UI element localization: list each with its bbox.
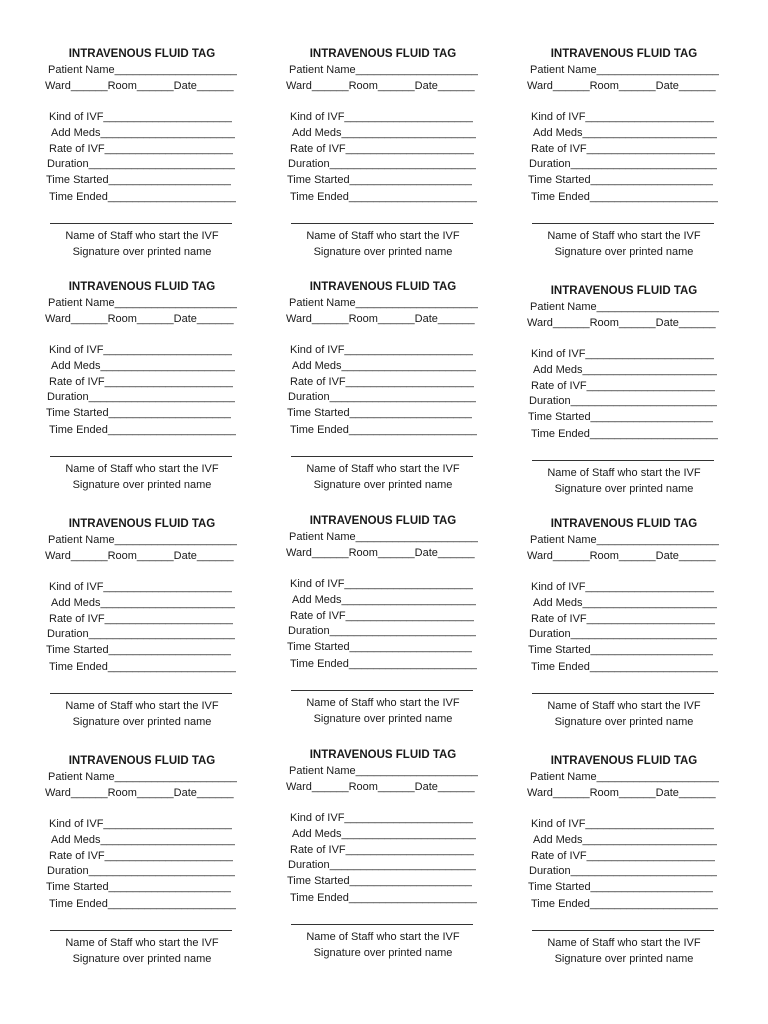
patient-name-field: Patient Name____________________ bbox=[289, 64, 478, 76]
signature-caption: Signature over printed name bbox=[72, 479, 212, 491]
staff-name-caption: Name of Staff who start the IVF bbox=[306, 931, 460, 943]
time-ended-field: Time Ended_____________________ bbox=[290, 191, 478, 203]
rate-of-ivf-field: Rate of IVF_____________________ bbox=[531, 850, 716, 862]
add-meds-field: Add Meds______________________ bbox=[533, 127, 718, 139]
ward-room-date-field: Ward______Room______Date______ bbox=[286, 313, 475, 325]
time-started-field: Time Started____________________ bbox=[528, 881, 713, 893]
tag-title: INTRAVENOUS FLUID TAG bbox=[68, 518, 216, 530]
tag-title: INTRAVENOUS FLUID TAG bbox=[68, 48, 216, 60]
add-meds-field: Add Meds______________________ bbox=[533, 597, 718, 609]
rate-of-ivf-field: Rate of IVF_____________________ bbox=[49, 613, 234, 625]
add-meds-field: Add Meds______________________ bbox=[51, 597, 236, 609]
signature-caption: Signature over printed name bbox=[72, 953, 212, 965]
iv-fluid-tag bbox=[42, 279, 242, 507]
tag-title: INTRAVENOUS FLUID TAG bbox=[309, 281, 457, 293]
time-started-field: Time Started____________________ bbox=[46, 174, 231, 186]
kind-of-ivf-field: Kind of IVF_____________________ bbox=[49, 111, 232, 123]
patient-name-field: Patient Name____________________ bbox=[289, 531, 478, 543]
patient-name-field: Patient Name____________________ bbox=[530, 64, 719, 76]
signature-caption: Signature over printed name bbox=[313, 246, 453, 258]
tag-title: INTRAVENOUS FLUID TAG bbox=[550, 48, 698, 60]
time-started-field: Time Started____________________ bbox=[287, 174, 472, 186]
ward-room-date-field: Ward______Room______Date______ bbox=[286, 80, 475, 92]
staff-name-caption: Name of Staff who start the IVF bbox=[547, 467, 701, 479]
iv-fluid-tag bbox=[283, 747, 483, 975]
time-ended-field: Time Ended_____________________ bbox=[531, 191, 719, 203]
add-meds-field: Add Meds______________________ bbox=[51, 127, 236, 139]
time-started-field: Time Started____________________ bbox=[287, 875, 472, 887]
signature-line bbox=[50, 456, 232, 457]
ward-room-date-field: Ward______Room______Date______ bbox=[527, 80, 716, 92]
staff-name-caption: Name of Staff who start the IVF bbox=[65, 463, 219, 475]
time-ended-field: Time Ended_____________________ bbox=[49, 191, 237, 203]
signature-caption: Signature over printed name bbox=[72, 716, 212, 728]
patient-name-field: Patient Name____________________ bbox=[530, 534, 719, 546]
signature-caption: Signature over printed name bbox=[313, 947, 453, 959]
signature-caption: Signature over printed name bbox=[313, 713, 453, 725]
signature-caption: Signature over printed name bbox=[554, 246, 694, 258]
add-meds-field: Add Meds______________________ bbox=[51, 360, 236, 372]
signature-caption: Signature over printed name bbox=[554, 953, 694, 965]
iv-fluid-tag bbox=[524, 46, 724, 274]
time-started-field: Time Started____________________ bbox=[528, 411, 713, 423]
time-started-field: Time Started____________________ bbox=[46, 407, 231, 419]
iv-fluid-tag bbox=[524, 753, 724, 981]
duration-field: Duration________________________ bbox=[47, 391, 236, 403]
kind-of-ivf-field: Kind of IVF_____________________ bbox=[290, 344, 473, 356]
duration-field: Duration________________________ bbox=[288, 158, 477, 170]
rate-of-ivf-field: Rate of IVF_____________________ bbox=[49, 850, 234, 862]
tag-title: INTRAVENOUS FLUID TAG bbox=[550, 518, 698, 530]
time-ended-field: Time Ended_____________________ bbox=[49, 898, 237, 910]
signature-line bbox=[50, 930, 232, 931]
iv-fluid-tag bbox=[42, 753, 242, 981]
tag-title: INTRAVENOUS FLUID TAG bbox=[309, 515, 457, 527]
rate-of-ivf-field: Rate of IVF_____________________ bbox=[531, 613, 716, 625]
staff-name-caption: Name of Staff who start the IVF bbox=[547, 230, 701, 242]
kind-of-ivf-field: Kind of IVF_____________________ bbox=[531, 111, 714, 123]
signature-line bbox=[291, 690, 473, 691]
kind-of-ivf-field: Kind of IVF_____________________ bbox=[531, 581, 714, 593]
patient-name-field: Patient Name____________________ bbox=[289, 297, 478, 309]
kind-of-ivf-field: Kind of IVF_____________________ bbox=[290, 578, 473, 590]
duration-field: Duration________________________ bbox=[288, 625, 477, 637]
signature-caption: Signature over printed name bbox=[72, 246, 212, 258]
kind-of-ivf-field: Kind of IVF_____________________ bbox=[531, 818, 714, 830]
signature-line bbox=[291, 456, 473, 457]
duration-field: Duration________________________ bbox=[47, 628, 236, 640]
add-meds-field: Add Meds______________________ bbox=[292, 127, 477, 139]
tag-title: INTRAVENOUS FLUID TAG bbox=[68, 281, 216, 293]
ward-room-date-field: Ward______Room______Date______ bbox=[45, 787, 234, 799]
patient-name-field: Patient Name____________________ bbox=[530, 301, 719, 313]
rate-of-ivf-field: Rate of IVF_____________________ bbox=[290, 143, 475, 155]
signature-caption: Signature over printed name bbox=[313, 479, 453, 491]
kind-of-ivf-field: Kind of IVF_____________________ bbox=[49, 344, 232, 356]
iv-fluid-tag bbox=[42, 46, 242, 274]
ward-room-date-field: Ward______Room______Date______ bbox=[286, 781, 475, 793]
time-ended-field: Time Ended_____________________ bbox=[531, 661, 719, 673]
rate-of-ivf-field: Rate of IVF_____________________ bbox=[49, 143, 234, 155]
time-ended-field: Time Ended_____________________ bbox=[290, 658, 478, 670]
staff-name-caption: Name of Staff who start the IVF bbox=[65, 230, 219, 242]
patient-name-field: Patient Name____________________ bbox=[48, 534, 237, 546]
iv-fluid-tag bbox=[524, 516, 724, 744]
time-started-field: Time Started____________________ bbox=[287, 641, 472, 653]
ward-room-date-field: Ward______Room______Date______ bbox=[286, 547, 475, 559]
ward-room-date-field: Ward______Room______Date______ bbox=[527, 550, 716, 562]
duration-field: Duration________________________ bbox=[47, 158, 236, 170]
time-started-field: Time Started____________________ bbox=[528, 644, 713, 656]
staff-name-caption: Name of Staff who start the IVF bbox=[65, 937, 219, 949]
duration-field: Duration________________________ bbox=[288, 391, 477, 403]
iv-fluid-tag bbox=[524, 283, 724, 511]
signature-line bbox=[532, 693, 714, 694]
signature-line bbox=[50, 693, 232, 694]
ward-room-date-field: Ward______Room______Date______ bbox=[527, 787, 716, 799]
time-started-field: Time Started____________________ bbox=[46, 644, 231, 656]
duration-field: Duration________________________ bbox=[529, 158, 718, 170]
kind-of-ivf-field: Kind of IVF_____________________ bbox=[290, 812, 473, 824]
staff-name-caption: Name of Staff who start the IVF bbox=[547, 700, 701, 712]
time-started-field: Time Started____________________ bbox=[528, 174, 713, 186]
patient-name-field: Patient Name____________________ bbox=[48, 297, 237, 309]
signature-line bbox=[532, 460, 714, 461]
ward-room-date-field: Ward______Room______Date______ bbox=[527, 317, 716, 329]
tag-title: INTRAVENOUS FLUID TAG bbox=[309, 48, 457, 60]
signature-caption: Signature over printed name bbox=[554, 716, 694, 728]
duration-field: Duration________________________ bbox=[529, 628, 718, 640]
time-ended-field: Time Ended_____________________ bbox=[49, 661, 237, 673]
duration-field: Duration________________________ bbox=[529, 865, 718, 877]
patient-name-field: Patient Name____________________ bbox=[48, 64, 237, 76]
patient-name-field: Patient Name____________________ bbox=[48, 771, 237, 783]
ward-room-date-field: Ward______Room______Date______ bbox=[45, 80, 234, 92]
signature-line bbox=[291, 924, 473, 925]
rate-of-ivf-field: Rate of IVF_____________________ bbox=[531, 380, 716, 392]
kind-of-ivf-field: Kind of IVF_____________________ bbox=[49, 581, 232, 593]
duration-field: Duration________________________ bbox=[47, 865, 236, 877]
iv-fluid-tag bbox=[283, 46, 483, 274]
rate-of-ivf-field: Rate of IVF_____________________ bbox=[290, 376, 475, 388]
add-meds-field: Add Meds______________________ bbox=[533, 834, 718, 846]
iv-fluid-tag bbox=[283, 279, 483, 507]
kind-of-ivf-field: Kind of IVF_____________________ bbox=[531, 348, 714, 360]
ward-room-date-field: Ward______Room______Date______ bbox=[45, 313, 234, 325]
tag-title: INTRAVENOUS FLUID TAG bbox=[309, 749, 457, 761]
rate-of-ivf-field: Rate of IVF_____________________ bbox=[531, 143, 716, 155]
tag-title: INTRAVENOUS FLUID TAG bbox=[68, 755, 216, 767]
kind-of-ivf-field: Kind of IVF_____________________ bbox=[290, 111, 473, 123]
tag-title: INTRAVENOUS FLUID TAG bbox=[550, 755, 698, 767]
patient-name-field: Patient Name____________________ bbox=[289, 765, 478, 777]
time-started-field: Time Started____________________ bbox=[287, 407, 472, 419]
rate-of-ivf-field: Rate of IVF_____________________ bbox=[290, 844, 475, 856]
duration-field: Duration________________________ bbox=[288, 859, 477, 871]
signature-caption: Signature over printed name bbox=[554, 483, 694, 495]
staff-name-caption: Name of Staff who start the IVF bbox=[547, 937, 701, 949]
iv-fluid-tag bbox=[283, 513, 483, 741]
time-ended-field: Time Ended_____________________ bbox=[290, 892, 478, 904]
rate-of-ivf-field: Rate of IVF_____________________ bbox=[49, 376, 234, 388]
signature-line bbox=[50, 223, 232, 224]
staff-name-caption: Name of Staff who start the IVF bbox=[306, 463, 460, 475]
staff-name-caption: Name of Staff who start the IVF bbox=[306, 230, 460, 242]
signature-line bbox=[532, 223, 714, 224]
staff-name-caption: Name of Staff who start the IVF bbox=[65, 700, 219, 712]
kind-of-ivf-field: Kind of IVF_____________________ bbox=[49, 818, 232, 830]
add-meds-field: Add Meds______________________ bbox=[533, 364, 718, 376]
tag-title: INTRAVENOUS FLUID TAG bbox=[550, 285, 698, 297]
time-ended-field: Time Ended_____________________ bbox=[531, 898, 719, 910]
time-ended-field: Time Ended_____________________ bbox=[290, 424, 478, 436]
duration-field: Duration________________________ bbox=[529, 395, 718, 407]
add-meds-field: Add Meds______________________ bbox=[292, 594, 477, 606]
ward-room-date-field: Ward______Room______Date______ bbox=[45, 550, 234, 562]
add-meds-field: Add Meds______________________ bbox=[51, 834, 236, 846]
signature-line bbox=[291, 223, 473, 224]
time-ended-field: Time Ended_____________________ bbox=[49, 424, 237, 436]
iv-fluid-tag bbox=[42, 516, 242, 744]
add-meds-field: Add Meds______________________ bbox=[292, 828, 477, 840]
time-ended-field: Time Ended_____________________ bbox=[531, 428, 719, 440]
signature-line bbox=[532, 930, 714, 931]
add-meds-field: Add Meds______________________ bbox=[292, 360, 477, 372]
staff-name-caption: Name of Staff who start the IVF bbox=[306, 697, 460, 709]
time-started-field: Time Started____________________ bbox=[46, 881, 231, 893]
patient-name-field: Patient Name____________________ bbox=[530, 771, 719, 783]
rate-of-ivf-field: Rate of IVF_____________________ bbox=[290, 610, 475, 622]
